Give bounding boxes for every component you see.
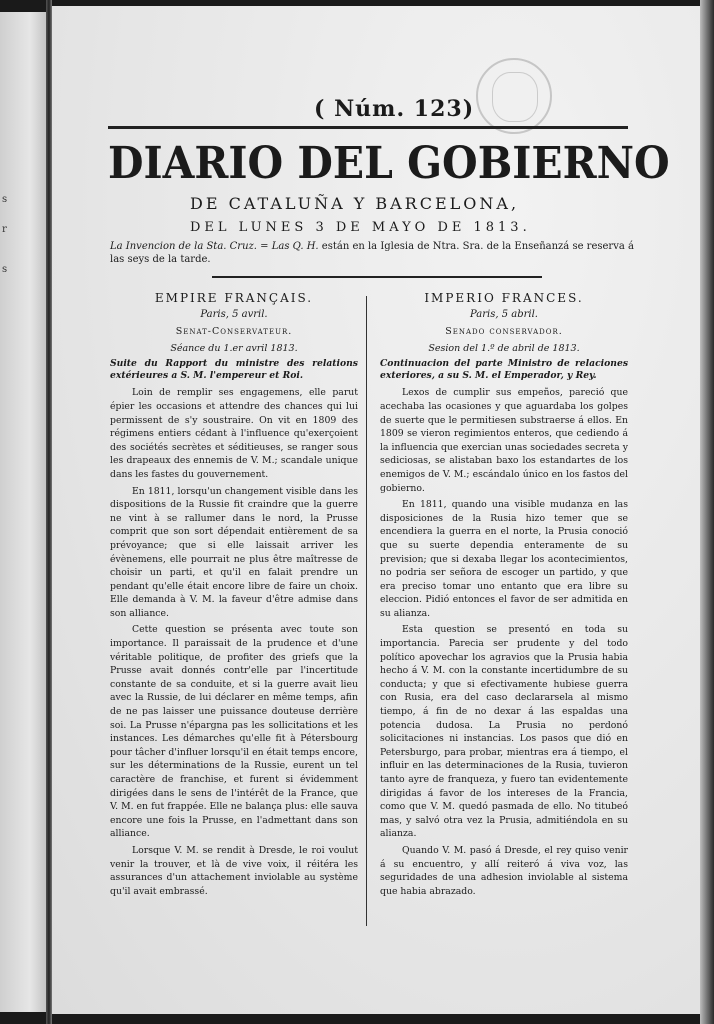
- french-paragraph: En 1811, lorsqu'un changement visible dans les dispositions de la Russie fit craindre que la guerre ne vint à se rallumer dans le nord, la Prusse comprit que son sort dépendait entièrement de sa prévoyance; que si elle laissait arriver les évènemens, elle pourrait ne plus être maîtresse de choisir un parti, et qu'il en falait prendre un pendant qu'elle était encore libre de faire un choix. Elle demanda à V. M. la faveur d'être admise dans son alliance.: [110, 485, 358, 619]
- spanish-subheading: Continuacion del parte Ministro de relaciones exteriores, a su S. M. el Emperador, y Rey.: [380, 358, 628, 382]
- spanish-place: Paris, 5 abril.: [470, 308, 538, 320]
- french-session: Séance du 1.er avril 1813.: [170, 342, 298, 354]
- column-divider: [366, 296, 367, 926]
- masthead-rule-top: [108, 126, 628, 129]
- french-paragraph: Cette question se présenta avec toute son importance. Il paraissait de la prudence et d'une véritable politique, de profiter des griefs que la Prusse avait donnés contr'elle par l'incertitude constante de sa conduite, et si la guerre avait lieu avec la Russie, de lui déclarer en même temps, afin de ne pas laisser une puissance douteuse derrière soi. La Prusse n'épargna pas les sollicitations et les instances. Les démarches qu'elle fit à Pétersbourg pour tâcher d'influer lorsqu'il en était temps encore, sur les déterminations de la Russie, eurent un tel caractère de franchise, et furent si évidemment dirigées dans le sens de l'intérêt de la France, que V. M. en fut frappée. Elle ne balança plus: elle sauva encore une fois la Prusse, en l'admettant dans son alliance.: [110, 624, 358, 840]
- spanish-paragraph: En 1811, quando una visible mudanza en las disposiciones de la Rusia hizo temer que se encendiera la guerra en el norte, la Prusia conoció que su suerte dependia enteramente de su prevision; que si dexaba llegar los acontecimientos, no podria ser señora de escoger un partido, y que era preciso tomar uno entanto que era libre su eleccion. Pidió entonces el favor de ser admitida en su alianza.: [380, 499, 628, 619]
- spanish-session: Sesion del 1.º de abril de 1813.: [428, 342, 580, 354]
- spanish-paragraph: Esta question se presentó en toda su importancia. Parecia ser prudente y del todo político apovechar los agravios que la Prusia habia hecho á V. M. con la constante incertidumbre de su conducta; y que si efectivamente hubiese guerra con Rusia, era del caso declararsela al mismo tiempo, á fin de no dexar á las espaldas una potencia dudosa. La Prusia no perdonó solicitaciones ni instancias. Los pasos que dió en Petersburgo, para probar, mientras era á tiempo, el influir en las determinaciones de la Rusia, tuvieron tanto ayre de franqueza, y fuero tan evidentemente dirigidas á favor de los intereses de la Francia, como que V. M. quedó pasmada de ello. No titubeó mas, y salvó otra vez la Prusia, admitiéndola en su alianza.: [380, 624, 628, 840]
- notice-separator: =: [260, 241, 269, 252]
- french-body: Senat-Conservateur.: [175, 326, 293, 338]
- notice-forty-hours: Las Q. H.: [271, 241, 319, 252]
- french-heading: EMPIRE FRANÇAIS.: [154, 291, 314, 305]
- issue-number: ( Núm. 123): [314, 96, 475, 122]
- facing-page-edge: [0, 12, 50, 1012]
- notice-text: están en la Iglesia de Ntra. Sra. de la Enseñanzá se reserva á las seys de la tarde.: [110, 241, 634, 265]
- french-paragraph: Lorsque V. M. se rendit à Dresde, le roi voulut venir la trouver, et là de vive voix, il réitéra les assurances d'un attachement inviolable au système qu'il avait embrassé.: [110, 844, 358, 897]
- notice-feast: La Invencion de la Sta. Cruz.: [110, 241, 257, 252]
- french-subheading: Suite du Rapport du ministre des relations extérieures a S. M. l'empereur et Roi.: [110, 358, 358, 382]
- masthead-subtitle: DE CATALUÑA Y BARCELONA,: [190, 194, 520, 213]
- facing-page-fragment: r: [2, 224, 7, 235]
- masthead-title: DIARIO DEL GOBIERNO: [108, 138, 670, 189]
- spanish-paragraph: Quando V. M. pasó á Dresde, el rey quiso venir á su encuentro, y allí reiteró á viva voz, las seguridades de una adhesion inviolable al sistema que habia abrazado.: [380, 844, 628, 897]
- spanish-column: [380, 292, 628, 901]
- spanish-heading: IMPERIO FRANCES.: [424, 291, 584, 305]
- daily-notice: [110, 240, 638, 266]
- spanish-paragraph: Lexos de cumplir sus empeños, pareció que acechaba las ocasiones y que aguardaba los golpes de suerte que le permitiesen substraerse á ellos. En 1809 se vieron regimientos enteros, que cediendo á la influencia que exercian unas sociedades secreta y sediciosas, se alistaban baxo los estandartes de los enemigos de V. M.; escándalo único en los fastos del gobierno.: [380, 387, 628, 494]
- french-column: [110, 292, 358, 901]
- facing-page-fragment: s: [2, 264, 8, 275]
- facing-page-fragment: s: [2, 194, 8, 205]
- page-edge-shadow: [700, 0, 714, 1024]
- spanish-body: Senado conservador.: [445, 326, 563, 338]
- notice-rule: [212, 276, 542, 278]
- library-stamp: [476, 58, 552, 134]
- french-place: Paris, 5 avril.: [200, 308, 268, 320]
- issue-date: DEL LUNES 3 DE MAYO DE 1813.: [190, 220, 531, 235]
- french-paragraph: Loin de remplir ses engagemens, elle parut épier les occasions et attendre des chances qui lui permissent de s'y soustraire. On vit en 1809 des régimens entiers cédant à l'influence qu'exerçoient des sociétés secrètes et séditieuses, se ranger sous les drapeaux des ennemis de V. M.; scandale unique dans les fastes du gouvernement.: [110, 387, 358, 480]
- newspaper-page: [52, 6, 704, 1014]
